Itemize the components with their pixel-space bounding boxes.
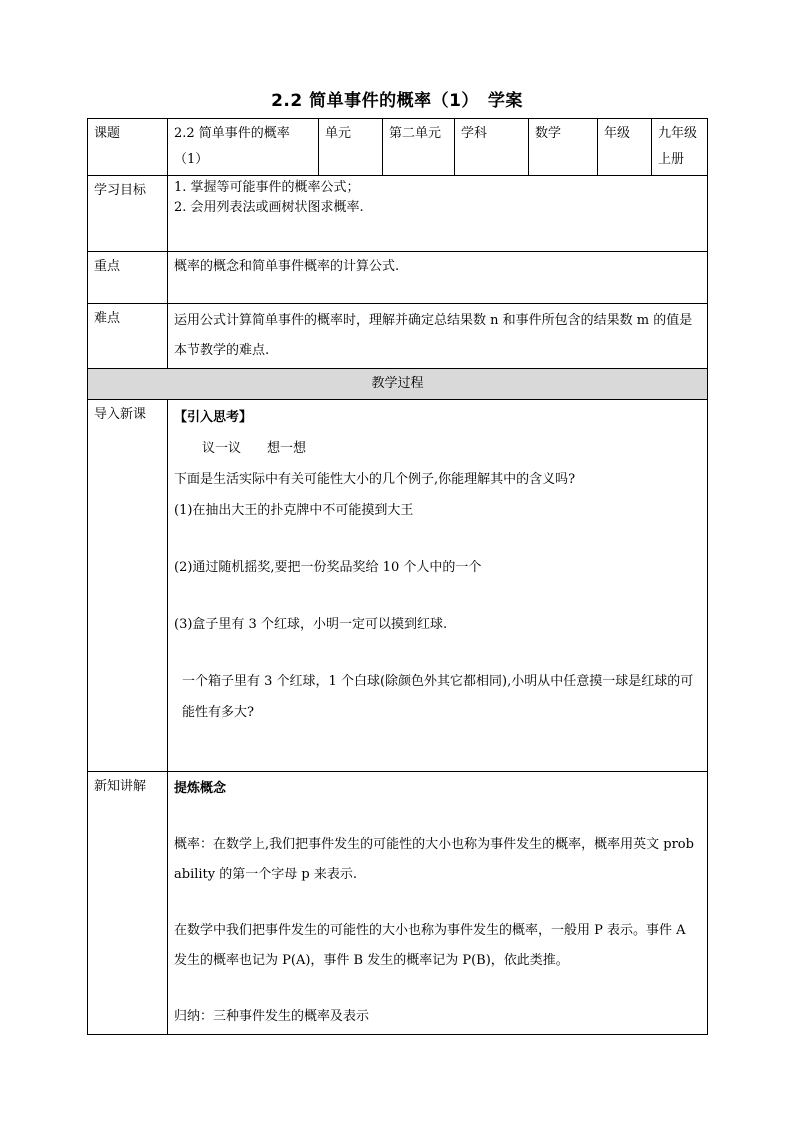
intro-label: 导入新课: [88, 400, 168, 772]
intro-heading: 【引入思考】: [174, 410, 253, 425]
unit-value: 第二单元: [383, 119, 455, 176]
process-title-row: [88, 369, 708, 400]
key-point-row: [88, 252, 708, 304]
process-title: 教学过程: [88, 369, 708, 400]
difficulty-label: 难点: [88, 304, 168, 369]
header-row: [88, 119, 708, 176]
intro-content: [168, 400, 708, 772]
page-title: 2.2 简单事件的概率（1） 学案: [271, 91, 523, 111]
new-paragraph-3: 归纳：三种事件发生的概率及表示: [174, 1009, 370, 1024]
difficulty-text: 运用公式计算简单事件的概率时，理解并确定总结果数 n 和事件所包含的结果数 m 的值是本节教学的难点.: [168, 304, 708, 369]
intro-sub: 议一议 想一想: [202, 441, 307, 456]
objectives-label: 学习目标: [88, 176, 168, 252]
new-paragraph-2: 在数学中我们把事件发生的可能性的大小也称为事件发生的概率，一般用 P 表示。事件 A 发生的概率也记为 P(A)，事件 B 发生的概率记为 P(B)，依此类推。: [174, 923, 686, 968]
intro-example-2: (2)通过随机摇奖,要把一份奖品奖给 10 个人中的一个: [174, 560, 482, 575]
difficulty-row: [88, 304, 708, 369]
objective-item: 1. 掌握等可能事件的概率公式；: [174, 180, 360, 195]
intro-question: 下面是生活实际中有关可能性大小的几个例子,你能理解其中的含义吗?: [174, 472, 576, 487]
topic-value: 2.2 简单事件的概率（1）: [168, 119, 319, 176]
new-knowledge-label: 新知讲解: [88, 772, 168, 1035]
intro-problem: 一个箱子里有 3 个红球，1 个白球(除颜色外其它都相同),小明从中任意摸一球是红球的可能性有多大?: [182, 674, 694, 720]
grade-label: 年级: [598, 119, 652, 176]
new-heading: 提炼概念: [174, 781, 227, 796]
key-point-text: 概率的概念和简单事件概率的计算公式.: [168, 252, 708, 304]
subject-label: 学科: [455, 119, 529, 176]
subject-value: 数学: [529, 119, 598, 176]
new-paragraph-1: 概率：在数学上,我们把事件发生的可能性的大小也称为事件发生的概率，概率用英文 probability 的第一个字母 p 来表示.: [174, 837, 694, 882]
new-knowledge-content: [168, 772, 708, 1035]
grade-value: 九年级上册: [652, 119, 708, 176]
topic-label: 课题: [88, 119, 168, 176]
new-knowledge-row: [88, 772, 708, 1035]
lesson-plan-table: [87, 118, 708, 1035]
objective-item: 2. 会用列表法或画树状图求概率.: [174, 200, 364, 215]
intro-example-1: (1)在抽出大王的扑克牌中不可能摸到大王: [174, 503, 414, 518]
objectives-row: [88, 176, 708, 252]
key-point-label: 重点: [88, 252, 168, 304]
intro-row: [88, 400, 708, 772]
intro-example-3: (3)盒子里有 3 个红球，小明一定可以摸到红球.: [174, 617, 448, 632]
objectives-content: [168, 176, 708, 252]
unit-label: 单元: [319, 119, 383, 176]
